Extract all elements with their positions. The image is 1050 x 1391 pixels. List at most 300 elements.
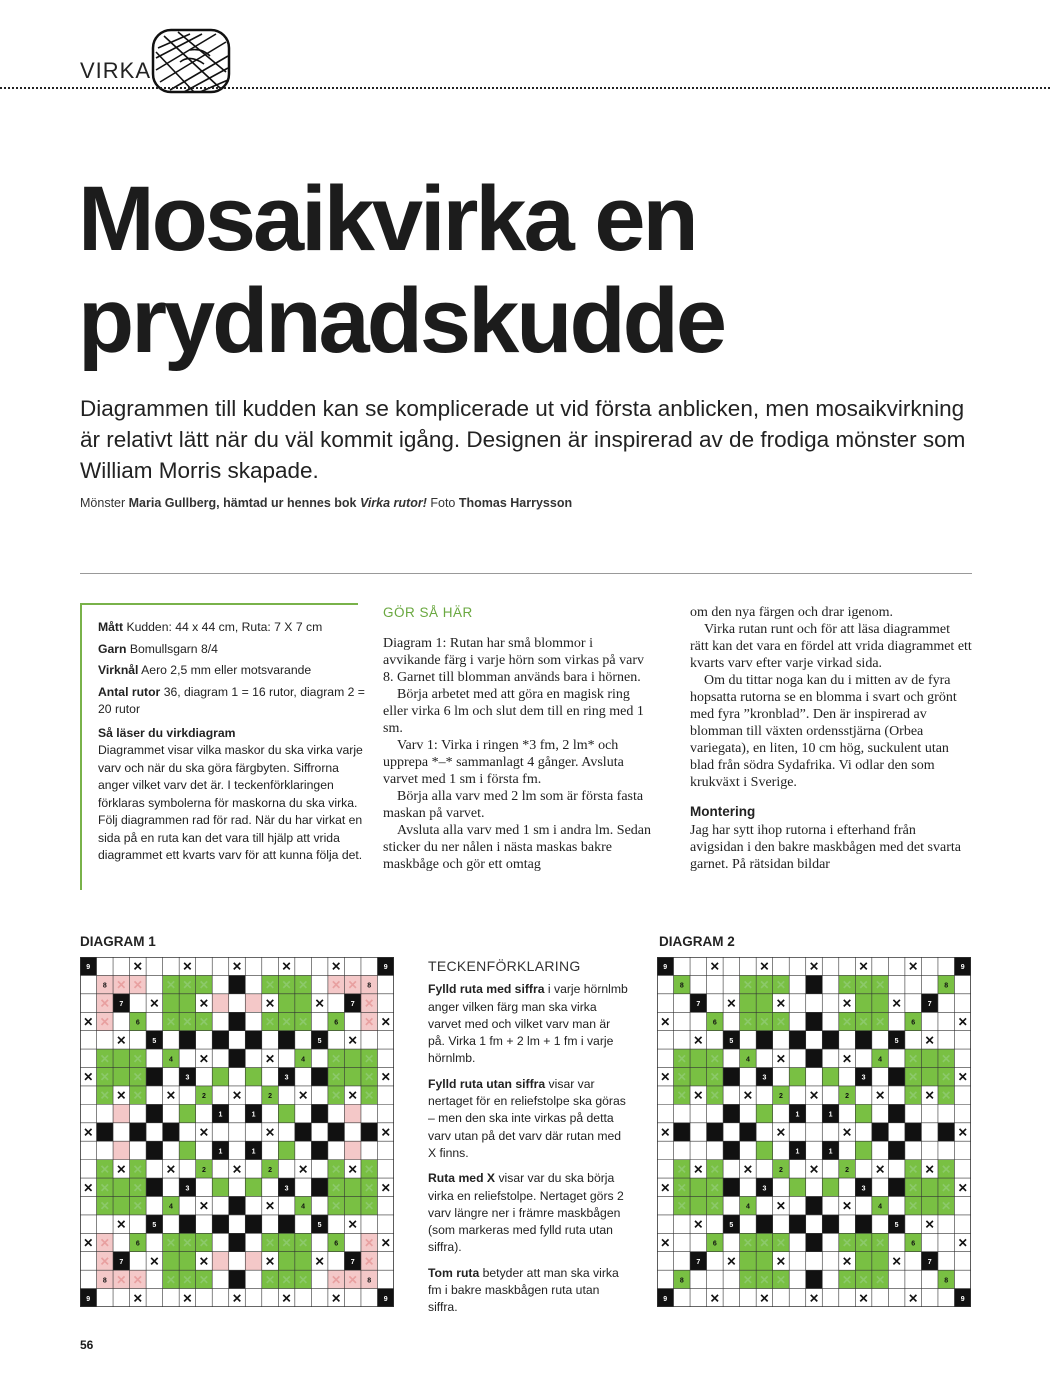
grid-cell xyxy=(229,1270,246,1288)
grid-cell xyxy=(377,1104,394,1122)
page-number: 56 xyxy=(80,1338,94,1352)
grid-cell xyxy=(839,1141,856,1159)
grid-cell xyxy=(245,1160,262,1178)
grid-cell xyxy=(163,957,180,975)
grid-cell xyxy=(938,1215,955,1233)
grid-x-mark: ✕ xyxy=(331,1291,342,1306)
grid-x-mark: ✕ xyxy=(742,1088,753,1103)
grid-x-mark: ✕ xyxy=(941,1180,952,1195)
grid-cell xyxy=(113,1233,130,1251)
grid-cell xyxy=(888,1049,905,1067)
grid-cell xyxy=(262,1289,279,1307)
grid-cell xyxy=(245,1068,262,1086)
grid-x-mark: ✕ xyxy=(908,1051,919,1066)
diagram-2-title: DIAGRAM 2 xyxy=(659,934,735,949)
grid-cell xyxy=(773,1031,790,1049)
grid-x-mark: ✕ xyxy=(957,1014,968,1029)
grid-cell xyxy=(163,1031,180,1049)
grid-cell xyxy=(888,1123,905,1141)
grid-cell xyxy=(707,1031,724,1049)
grid-x-mark: ✕ xyxy=(298,1236,309,1251)
grid-cell xyxy=(146,1049,163,1067)
grid-cell xyxy=(295,957,312,975)
grid-x-mark: ✕ xyxy=(364,1070,375,1085)
grid-round-number: 6 xyxy=(334,1240,339,1248)
title-line-1: Mosaikvirka en xyxy=(78,168,696,270)
grid-x-mark: ✕ xyxy=(941,1051,952,1066)
grid-x-mark: ✕ xyxy=(364,1051,375,1066)
grid-x-mark: ✕ xyxy=(99,1014,110,1029)
grid-x-mark: ✕ xyxy=(347,1272,358,1287)
grid-cell xyxy=(146,975,163,993)
grid-cell xyxy=(245,1196,262,1214)
grid-x-mark: ✕ xyxy=(182,959,193,974)
grid-cell xyxy=(756,1141,773,1159)
grid-cell xyxy=(674,994,691,1012)
info-size: Mått Kudden: 44 x 44 cm, Ruta: 7 X 7 cm xyxy=(98,620,323,634)
grid-cell xyxy=(212,1215,229,1233)
grid-x-mark: ✕ xyxy=(842,1272,853,1287)
grid-cell xyxy=(789,1068,806,1086)
grid-cell xyxy=(723,1160,740,1178)
grid-cell xyxy=(723,1068,740,1086)
grid-x-mark: ✕ xyxy=(842,1051,853,1066)
grid-cell xyxy=(344,1233,361,1251)
grid-cell xyxy=(113,1012,130,1030)
grid-round-number: 1 xyxy=(251,1111,256,1119)
grid-cell xyxy=(80,1160,97,1178)
grid-cell xyxy=(789,1196,806,1214)
grid-cell xyxy=(789,1123,806,1141)
grid-cell xyxy=(344,1049,361,1067)
grid-cell xyxy=(130,1141,147,1159)
grid-x-mark: ✕ xyxy=(198,1051,209,1066)
grid-x-mark: ✕ xyxy=(941,1162,952,1177)
grid-cell xyxy=(888,1178,905,1196)
grid-x-mark: ✕ xyxy=(198,1254,209,1269)
grid-cell xyxy=(245,975,262,993)
grid-x-mark: ✕ xyxy=(775,996,786,1011)
grid-cell xyxy=(707,975,724,993)
grid-x-mark: ✕ xyxy=(908,1291,919,1306)
grid-cell xyxy=(278,1215,295,1233)
grid-cell xyxy=(229,1123,246,1141)
grid-x-mark: ✕ xyxy=(759,1236,770,1251)
grid-cell xyxy=(212,1086,229,1104)
grid-cell xyxy=(954,1049,971,1067)
grid-cell xyxy=(229,1252,246,1270)
grid-cell xyxy=(657,1104,674,1122)
grid-cell xyxy=(212,975,229,993)
grid-cell xyxy=(707,1215,724,1233)
grid-cell xyxy=(262,1141,279,1159)
grid-cell xyxy=(938,1123,955,1141)
grid-x-mark: ✕ xyxy=(858,1236,869,1251)
grid-x-mark: ✕ xyxy=(924,1088,935,1103)
grid-cell xyxy=(822,1049,839,1067)
grid-cell xyxy=(245,1049,262,1067)
grid-x-mark: ✕ xyxy=(808,1088,820,1103)
grid-cell xyxy=(740,1104,757,1122)
grid-cell xyxy=(872,994,889,1012)
grid-cell xyxy=(789,994,806,1012)
grid-x-mark: ✕ xyxy=(875,1088,886,1103)
grid-cell xyxy=(921,1196,938,1214)
grid-cell xyxy=(822,975,839,993)
grid-cell xyxy=(954,1160,971,1178)
grid-cell xyxy=(278,994,295,1012)
grid-cell xyxy=(344,1196,361,1214)
grid-cell xyxy=(954,1086,971,1104)
grid-cell xyxy=(740,1141,757,1159)
grid-x-mark: ✕ xyxy=(314,1254,325,1269)
grid-cell xyxy=(245,1252,262,1270)
grid-round-number: 7 xyxy=(350,1258,355,1266)
grid-x-mark: ✕ xyxy=(265,978,276,993)
grid-x-mark: ✕ xyxy=(908,1070,919,1085)
grid-cell xyxy=(146,957,163,975)
grid-cell xyxy=(229,1196,246,1214)
grid-cell xyxy=(295,1104,312,1122)
grid-cell xyxy=(723,1178,740,1196)
grid-cell xyxy=(723,1196,740,1214)
photographer-name: Thomas Harrysson xyxy=(458,496,573,510)
grid-cell xyxy=(740,1068,757,1086)
grid-cell xyxy=(938,1031,955,1049)
grid-x-mark: ✕ xyxy=(198,978,209,993)
grid-cell xyxy=(954,975,971,993)
grid-cell xyxy=(212,1123,229,1141)
grid-cell xyxy=(80,994,97,1012)
grid-cell xyxy=(361,1289,378,1307)
grid-cell xyxy=(690,1270,707,1288)
grid-x-mark: ✕ xyxy=(660,1125,671,1140)
grid-cell xyxy=(377,1049,394,1067)
grid-x-mark: ✕ xyxy=(298,1014,309,1029)
diagram-2-grid xyxy=(657,957,971,1307)
grid-x-mark: ✕ xyxy=(842,1125,853,1140)
grid-round-number: 9 xyxy=(663,1295,668,1303)
grid-x-mark: ✕ xyxy=(742,1162,753,1177)
grid-cell xyxy=(773,1141,790,1159)
grid-cell xyxy=(954,1141,971,1159)
grid-cell xyxy=(361,1215,378,1233)
grid-cell xyxy=(756,1196,773,1214)
grid-cell xyxy=(130,1104,147,1122)
grid-cell xyxy=(295,1031,312,1049)
grid-x-mark: ✕ xyxy=(182,1236,193,1251)
grid-cell xyxy=(822,1123,839,1141)
grid-round-number: 9 xyxy=(86,1295,91,1303)
grid-round-number: 5 xyxy=(152,1037,157,1045)
grid-cell xyxy=(113,1289,130,1307)
grid-x-mark: ✕ xyxy=(281,1014,292,1029)
grid-cell xyxy=(344,1178,361,1196)
grid-cell xyxy=(80,1196,97,1214)
grid-cell xyxy=(113,957,130,975)
grid-x-mark: ✕ xyxy=(660,1180,671,1195)
grid-x-mark: ✕ xyxy=(149,996,160,1011)
grid-x-mark: ✕ xyxy=(380,1014,391,1029)
grid-cell xyxy=(773,1178,790,1196)
grid-x-mark: ✕ xyxy=(132,1199,143,1214)
grid-cell xyxy=(789,1289,806,1307)
grid-cell xyxy=(707,1141,724,1159)
grid-cell xyxy=(212,1160,229,1178)
grid-round-number: 2 xyxy=(778,1166,783,1174)
grid-round-number: 4 xyxy=(301,1056,306,1064)
grid-cell xyxy=(377,1252,394,1270)
grid-cell xyxy=(888,1196,905,1214)
grid-x-mark: ✕ xyxy=(99,1254,110,1269)
grid-cell xyxy=(938,1141,955,1159)
grid-x-mark: ✕ xyxy=(116,1162,127,1177)
grid-cell xyxy=(723,1049,740,1067)
grid-cell xyxy=(146,1123,163,1141)
grid-x-mark: ✕ xyxy=(775,1272,786,1287)
grid-x-mark: ✕ xyxy=(957,1236,968,1251)
grid-round-number: 2 xyxy=(201,1093,206,1101)
grid-cell xyxy=(113,1196,130,1214)
grid-cell xyxy=(344,1141,361,1159)
legend-item-filled-number: Fylld ruta med siffra i varje hörnlmb anger vilken färg man ska virka varvet med och vilket varv man är på. Virka 1 fm + 2 lm + 1 fm i varje hörnlmb. xyxy=(428,982,628,1066)
grid-cell xyxy=(905,975,922,993)
grid-cell xyxy=(740,1289,757,1307)
grid-cell xyxy=(822,1086,839,1104)
grid-cell xyxy=(262,1031,279,1049)
grid-x-mark: ✕ xyxy=(298,1272,309,1287)
grid-x-mark: ✕ xyxy=(83,1236,94,1251)
grid-cell xyxy=(196,1141,213,1159)
grid-cell xyxy=(113,1049,130,1067)
grid-cell xyxy=(278,1049,295,1067)
grid-x-mark: ✕ xyxy=(265,1236,276,1251)
info-read-heading: Så läser du virkdiagram xyxy=(98,725,236,740)
grid-x-mark: ✕ xyxy=(83,1014,94,1029)
grid-x-mark: ✕ xyxy=(842,1014,853,1029)
grid-cell xyxy=(229,1178,246,1196)
grid-x-mark: ✕ xyxy=(347,978,358,993)
grid-cell xyxy=(938,1233,955,1251)
grid-cell xyxy=(674,1289,691,1307)
grid-x-mark: ✕ xyxy=(116,978,127,993)
grid-round-number: 5 xyxy=(317,1222,322,1230)
section-divider xyxy=(80,573,972,574)
grid-cell xyxy=(707,994,724,1012)
grid-cell xyxy=(80,1270,97,1288)
info-yarn: Garn Bomullsgarn 8/4 xyxy=(98,641,218,656)
grid-cell xyxy=(789,1252,806,1270)
grid-cell xyxy=(179,994,196,1012)
grid-round-number: 2 xyxy=(778,1093,783,1101)
grid-cell xyxy=(295,1289,312,1307)
grid-cell xyxy=(229,1215,246,1233)
grid-cell xyxy=(855,1141,872,1159)
grid-cell xyxy=(756,1031,773,1049)
grid-round-number: 6 xyxy=(712,1019,717,1027)
grid-cell xyxy=(311,1160,328,1178)
grid-cell xyxy=(146,1233,163,1251)
grid-round-number: 1 xyxy=(795,1148,800,1156)
grid-round-number: 6 xyxy=(911,1019,916,1027)
info-hook: Virknål Aero 2,5 mm eller motsvarande xyxy=(98,663,312,677)
grid-cell xyxy=(179,1196,196,1214)
grid-round-number: 2 xyxy=(201,1166,206,1174)
grid-cell xyxy=(212,1270,229,1288)
grid-cell xyxy=(855,1252,872,1270)
grid-cell xyxy=(822,1031,839,1049)
grid-cell xyxy=(872,1252,889,1270)
grid-cell xyxy=(311,1270,328,1288)
legend-heading: TECKENFÖRKLARING xyxy=(428,958,581,974)
grid-x-mark: ✕ xyxy=(875,1014,886,1029)
grid-round-number: 8 xyxy=(367,982,372,990)
grid-round-number: 9 xyxy=(960,1295,965,1303)
grid-x-mark: ✕ xyxy=(265,1272,276,1287)
grid-cell xyxy=(295,1123,312,1141)
grid-x-mark: ✕ xyxy=(364,1199,375,1214)
grid-x-mark: ✕ xyxy=(132,959,143,974)
grid-x-mark: ✕ xyxy=(842,1236,853,1251)
grid-cell xyxy=(789,1031,806,1049)
grid-cell xyxy=(377,1086,394,1104)
grid-x-mark: ✕ xyxy=(265,996,276,1011)
grid-cell xyxy=(229,975,246,993)
grid-x-mark: ✕ xyxy=(331,959,342,974)
grid-cell xyxy=(657,994,674,1012)
grid-cell xyxy=(921,1123,938,1141)
grid-cell xyxy=(674,1233,691,1251)
grid-cell xyxy=(921,1012,938,1030)
grid-cell xyxy=(872,1178,889,1196)
grid-cell xyxy=(806,1196,823,1214)
grid-x-mark: ✕ xyxy=(676,1180,687,1195)
grid-round-number: 4 xyxy=(878,1203,883,1211)
grid-cell xyxy=(690,957,707,975)
grid-x-mark: ✕ xyxy=(380,1236,391,1251)
grid-cell xyxy=(756,1049,773,1067)
grid-x-mark: ✕ xyxy=(891,996,902,1011)
grid-cell xyxy=(905,1123,922,1141)
grid-cell xyxy=(921,1178,938,1196)
grid-cell xyxy=(888,1233,905,1251)
grid-x-mark: ✕ xyxy=(775,1254,786,1269)
grid-x-mark: ✕ xyxy=(842,1199,853,1214)
grid-cell xyxy=(789,1270,806,1288)
grid-cell xyxy=(163,1215,180,1233)
grid-round-number: 3 xyxy=(762,1074,767,1082)
grid-x-mark: ✕ xyxy=(908,1162,919,1177)
grid-cell xyxy=(361,1104,378,1122)
grid-x-mark: ✕ xyxy=(364,1236,375,1251)
grid-cell xyxy=(179,1215,196,1233)
grid-cell xyxy=(872,957,889,975)
grid-x-mark: ✕ xyxy=(165,1236,176,1251)
grid-x-mark: ✕ xyxy=(676,1070,687,1085)
grid-round-number: 7 xyxy=(696,1258,701,1266)
grid-cell xyxy=(311,1104,328,1122)
grid-round-number: 7 xyxy=(350,1001,355,1009)
grid-cell xyxy=(295,1178,312,1196)
grid-cell xyxy=(657,1141,674,1159)
grid-cell xyxy=(806,1233,823,1251)
grid-x-mark: ✕ xyxy=(132,1272,143,1287)
grid-cell xyxy=(905,1141,922,1159)
grid-x-mark: ✕ xyxy=(709,1088,720,1103)
grid-cell xyxy=(179,1104,196,1122)
grid-x-mark: ✕ xyxy=(182,1014,193,1029)
legend xyxy=(428,958,628,1325)
grid-cell xyxy=(954,1031,971,1049)
grid-cell xyxy=(740,994,757,1012)
grid-x-mark: ✕ xyxy=(693,1033,704,1048)
grid-x-mark: ✕ xyxy=(347,1162,358,1177)
grid-cell xyxy=(80,1215,97,1233)
grid-cell xyxy=(954,1196,971,1214)
grid-round-number: 1 xyxy=(218,1111,223,1119)
grid-x-mark: ✕ xyxy=(775,1199,786,1214)
grid-x-mark: ✕ xyxy=(182,978,193,993)
grid-x-mark: ✕ xyxy=(908,1199,919,1214)
grid-cell xyxy=(212,1012,229,1030)
grid-cell xyxy=(888,1141,905,1159)
grid-cell xyxy=(245,994,262,1012)
grid-cell xyxy=(921,1049,938,1067)
grid-cell xyxy=(822,1289,839,1307)
grid-x-mark: ✕ xyxy=(908,1088,919,1103)
grid-cell xyxy=(905,994,922,1012)
grid-cell xyxy=(80,1252,97,1270)
grid-cell xyxy=(872,1141,889,1159)
grid-cell xyxy=(657,975,674,993)
grid-cell xyxy=(674,1123,691,1141)
grid-x-mark: ✕ xyxy=(99,1051,110,1066)
grid-x-mark: ✕ xyxy=(132,1162,143,1177)
grid-cell xyxy=(344,1012,361,1030)
grid-x-mark: ✕ xyxy=(957,1070,968,1085)
grid-cell xyxy=(839,1178,856,1196)
grid-cell xyxy=(80,1031,97,1049)
grid-cell xyxy=(179,1031,196,1049)
grid-x-mark: ✕ xyxy=(347,1033,358,1048)
grid-cell xyxy=(855,1031,872,1049)
grid-cell xyxy=(822,1012,839,1030)
grid-cell xyxy=(377,1270,394,1288)
grid-cell xyxy=(229,1233,246,1251)
grid-cell xyxy=(905,1104,922,1122)
grid-cell xyxy=(163,1252,180,1270)
grid-x-mark: ✕ xyxy=(198,1199,209,1214)
grid-cell xyxy=(146,1289,163,1307)
grid-x-mark: ✕ xyxy=(775,1014,786,1029)
grid-cell xyxy=(344,1123,361,1141)
grid-round-number: 5 xyxy=(894,1037,899,1045)
grid-cell xyxy=(806,1049,823,1067)
grid-cell xyxy=(806,1270,823,1288)
grid-x-mark: ✕ xyxy=(941,1199,952,1214)
grid-cell xyxy=(690,1104,707,1122)
grid-cell xyxy=(344,957,361,975)
grid-cell xyxy=(113,1178,130,1196)
grid-cell xyxy=(690,1233,707,1251)
legend-item-filled-empty: Fylld ruta utan siffra visar var nertaget för en reliefstolpe ska göras – men den ska inte virkas på detta varv utan på det varv där rutan med X finns. xyxy=(428,1076,626,1160)
grid-cell xyxy=(872,1215,889,1233)
grid-cell xyxy=(674,1031,691,1049)
grid-cell xyxy=(806,1215,823,1233)
diagram-1-title: DIAGRAM 1 xyxy=(80,934,156,949)
grid-x-mark: ✕ xyxy=(132,1088,143,1103)
grid-cell xyxy=(756,1086,773,1104)
